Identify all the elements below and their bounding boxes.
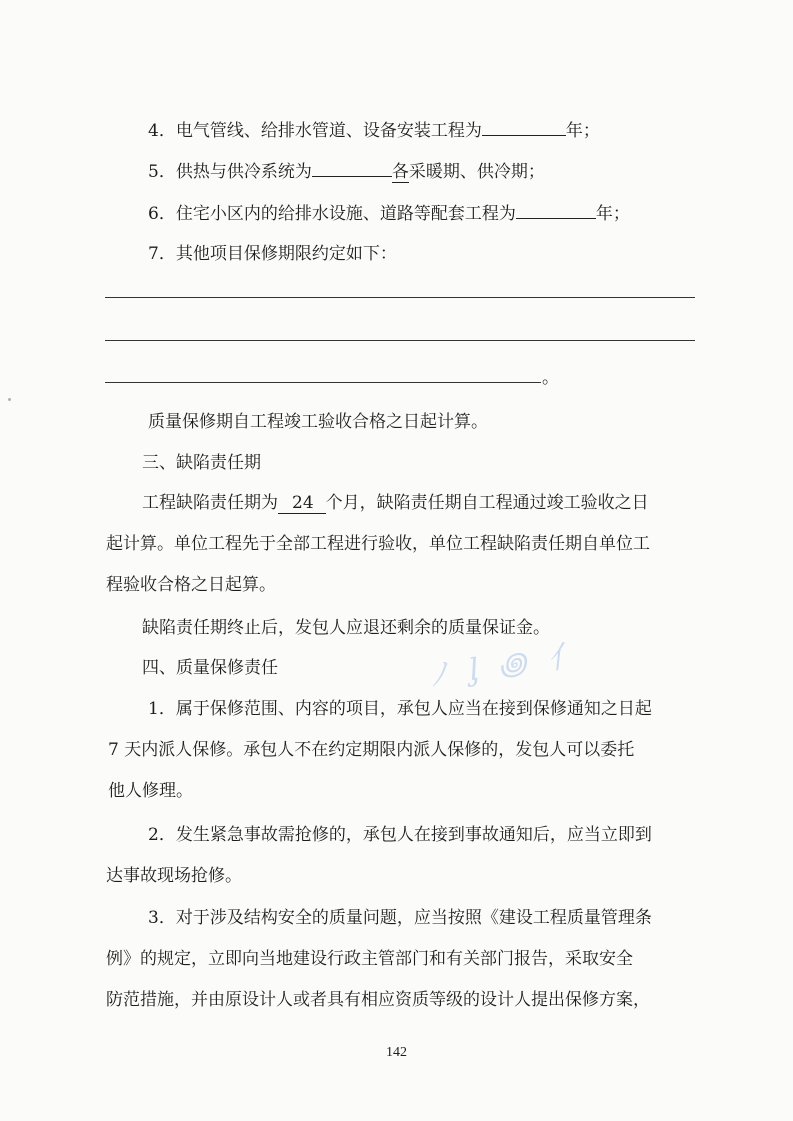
blank-rule-1 [105,297,695,298]
section-3-line-3: 程验收合格之日起算。 [106,575,276,595]
section-4-p2-line-1: 2．发生紧急事故需抢修的，承包人在接到事故通知后，应当立即到 [148,825,652,845]
blank-rule-2 [105,340,695,341]
section-4-p3-line-2: 例》的规定，立即向当地建设行政主管部门和有关部门报告，采取安全 [106,949,633,969]
section-4-heading: 四、质量保修责任 [142,658,278,678]
item-6-line [0,200,793,226]
item-5-filled: 各 [391,162,409,182]
section-3-line-1-prefix: 工程缺陷责任期为 [142,493,278,513]
item-4-suffix: 年； [565,121,600,141]
item-4-line [0,117,793,143]
section-4-p3-line-1: 3．对于涉及结构安全的质量问题，应当按照《建设工程质量管理条 [148,908,652,928]
section-3-line-1 [0,491,793,515]
blank-end-mark: 。 [542,368,559,388]
handwritten-signature-mark: ﾉ ᶅ ꩜ ⺅ [428,637,586,694]
scan-edge-mark [8,398,11,401]
warranty-start-text: 质量保修期自工程竣工验收合格之日起计算。 [148,412,488,432]
section-4-p2-line-2: 达事故现场抢修。 [106,866,242,886]
item-6-suffix: 年； [595,204,630,224]
item-5-blank [312,158,392,177]
item-5-line [0,158,793,184]
defect-period-months: 24 [278,493,326,514]
blank-rule-3 [105,382,541,383]
item-4-blank [482,117,566,136]
item-4-text: 4．电气管线、给排水管道、设备安装工程为 [148,121,482,141]
item-5-suffix: 采暖期、供冷期； [408,162,545,182]
section-4-p1-line-2: 7 天内派人保修。承包人不在约定期限内派人保修的，发包人可以委托 [108,740,635,760]
item-6-blank [516,200,596,219]
item-5-text: 5．供热与供冷系统为 [148,162,312,182]
item-7-line [0,242,793,266]
section-3-heading: 三、缺陷责任期 [142,453,261,473]
section-3-line-1-suffix: 个月，缺陷责任期自工程通过竣工验收之日 [325,493,649,513]
section-4-p3-line-3: 防范措施，并由原设计人或者具有相应资质等级的设计人提出保修方案， [106,990,650,1010]
item-7-text: 7．其他项目保修期限约定如下： [148,244,397,264]
section-3-line-2: 起计算。单位工程先于全部工程进行验收，单位工程缺陷责任期自单位工 [106,534,650,554]
section-4-p1-line-3: 他人修理。 [108,781,193,801]
item-6-text: 6．住宅小区内的给排水设施、道路等配套工程为 [148,204,516,224]
section-4-p1-line-1: 1．属于保修范围、内容的项目，承包人应当在接到保修通知之日起 [148,699,652,719]
section-3-line-4: 缺陷责任期终止后，发包人应退还剩余的质量保证金。 [142,618,550,638]
page-number: 142 [386,1045,407,1060]
